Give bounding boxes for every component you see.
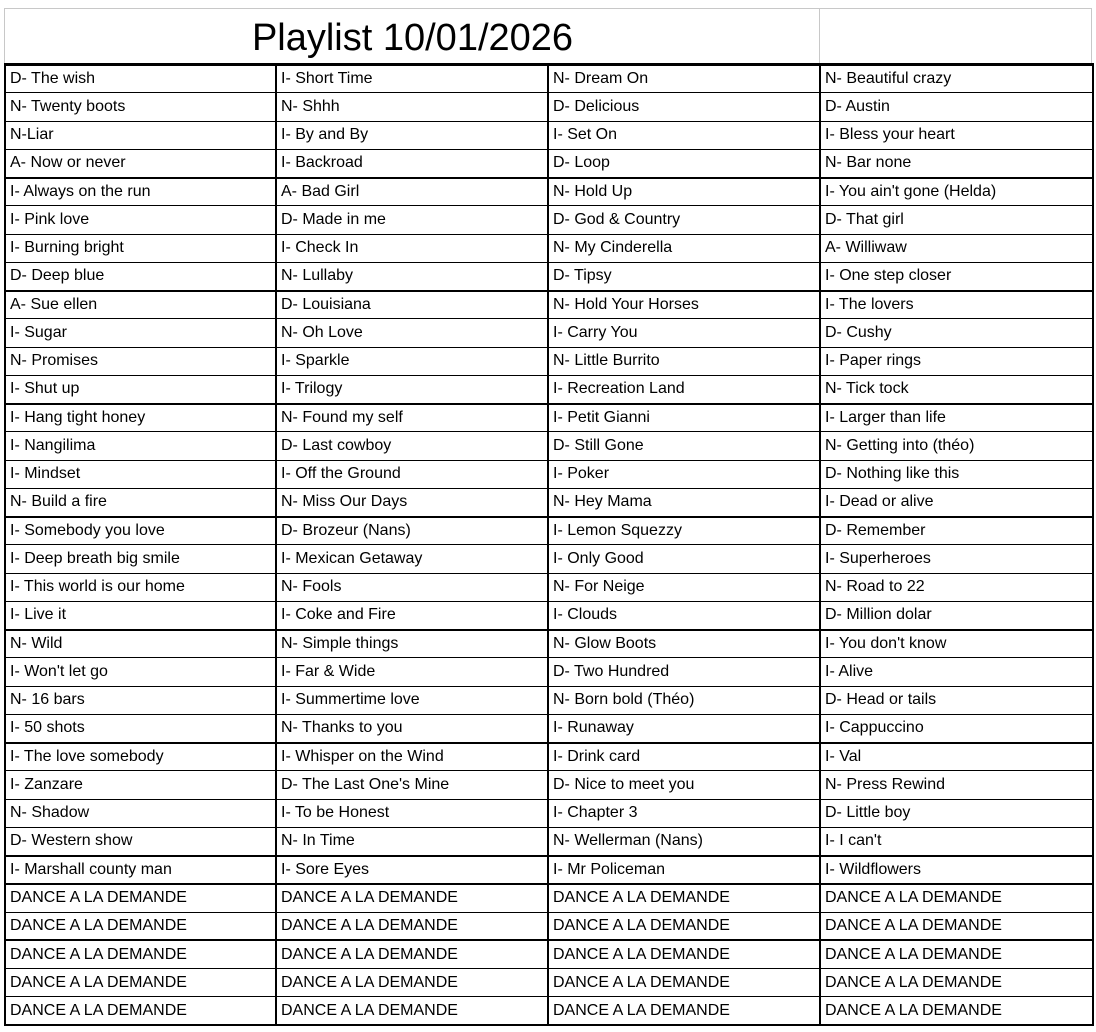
- table-cell: I- Paper rings: [820, 347, 1093, 375]
- title-row: [4, 8, 1092, 63]
- table-cell: I- Mexican Getaway: [276, 545, 548, 573]
- table-cell: I- Mindset: [5, 460, 276, 488]
- table-cell: I- Shut up: [5, 375, 276, 403]
- table-row: [5, 658, 1093, 686]
- table-cell: I- Wildflowers: [820, 856, 1093, 884]
- table-cell: I- Poker: [548, 460, 820, 488]
- playlist-table: [4, 63, 1094, 1026]
- table-cell: N- Hold Your Horses: [548, 291, 820, 319]
- table-cell: I- Burning bright: [5, 234, 276, 262]
- table-cell: DANCE A LA DEMANDE: [276, 997, 548, 1025]
- table-cell: N- Press Rewind: [820, 771, 1093, 799]
- table-cell: I- Only Good: [548, 545, 820, 573]
- table-cell: DANCE A LA DEMANDE: [5, 912, 276, 940]
- table-cell: I- Hang tight honey: [5, 404, 276, 432]
- table-cell: D- Tipsy: [548, 262, 820, 290]
- table-cell: N- Hold Up: [548, 178, 820, 206]
- table-cell: I- I can't: [820, 827, 1093, 855]
- table-cell: I- This world is our home: [5, 573, 276, 601]
- table-row: [5, 912, 1093, 940]
- table-cell: N- My Cinderella: [548, 234, 820, 262]
- table-cell: I- 50 shots: [5, 714, 276, 742]
- table-row: [5, 206, 1093, 234]
- table-row: [5, 432, 1093, 460]
- table-cell: I- Coke and Fire: [276, 601, 548, 629]
- table-cell: I- Far & Wide: [276, 658, 548, 686]
- table-row: [5, 714, 1093, 742]
- table-row: [5, 517, 1093, 545]
- table-cell: I- Backroad: [276, 149, 548, 177]
- table-row: [5, 573, 1093, 601]
- title-cell-divider: [819, 9, 820, 64]
- table-cell: D- That girl: [820, 206, 1093, 234]
- table-cell: DANCE A LA DEMANDE: [820, 997, 1093, 1025]
- table-cell: D- Brozeur (Nans): [276, 517, 548, 545]
- table-row: [5, 149, 1093, 177]
- table-cell: D- Louisiana: [276, 291, 548, 319]
- table-cell: N- Simple things: [276, 630, 548, 658]
- table-cell: I- Marshall county man: [5, 856, 276, 884]
- table-cell: DANCE A LA DEMANDE: [820, 884, 1093, 912]
- table-row: [5, 743, 1093, 771]
- table-cell: DANCE A LA DEMANDE: [548, 912, 820, 940]
- table-cell: I- One step closer: [820, 262, 1093, 290]
- table-cell: I- The love somebody: [5, 743, 276, 771]
- table-cell: DANCE A LA DEMANDE: [820, 912, 1093, 940]
- table-cell: A- Sue ellen: [5, 291, 276, 319]
- table-cell: I- Sore Eyes: [276, 856, 548, 884]
- table-row: [5, 460, 1093, 488]
- table-cell: D- Deep blue: [5, 262, 276, 290]
- table-cell: D- The Last One's Mine: [276, 771, 548, 799]
- table-cell: N- Hey Mama: [548, 488, 820, 516]
- playlist-table-body: [5, 65, 1093, 1026]
- table-cell: N- Twenty boots: [5, 93, 276, 121]
- table-cell: I- Zanzare: [5, 771, 276, 799]
- table-cell: D- Nice to meet you: [548, 771, 820, 799]
- table-cell: DANCE A LA DEMANDE: [5, 969, 276, 997]
- table-cell: I- Recreation Land: [548, 375, 820, 403]
- table-cell: I- Always on the run: [5, 178, 276, 206]
- table-cell: N- Glow Boots: [548, 630, 820, 658]
- table-cell: DANCE A LA DEMANDE: [276, 884, 548, 912]
- table-row: [5, 827, 1093, 855]
- table-cell: D- God & Country: [548, 206, 820, 234]
- table-cell: I- Somebody you love: [5, 517, 276, 545]
- table-cell: I- Drink card: [548, 743, 820, 771]
- table-cell: N- Lullaby: [276, 262, 548, 290]
- table-cell: I- Dead or alive: [820, 488, 1093, 516]
- table-row: [5, 291, 1093, 319]
- table-cell: I- Nangilima: [5, 432, 276, 460]
- table-row: [5, 545, 1093, 573]
- table-cell: I- Pink love: [5, 206, 276, 234]
- table-row: [5, 884, 1093, 912]
- table-row: [5, 799, 1093, 827]
- table-cell: D- Million dolar: [820, 601, 1093, 629]
- table-cell: N- Shhh: [276, 93, 548, 121]
- table-cell: N- Miss Our Days: [276, 488, 548, 516]
- table-row: [5, 856, 1093, 884]
- table-cell: I- By and By: [276, 121, 548, 149]
- table-cell: I- Won't let go: [5, 658, 276, 686]
- table-row: [5, 121, 1093, 149]
- table-cell: I- Clouds: [548, 601, 820, 629]
- table-cell: N- Beautiful crazy: [820, 65, 1093, 93]
- table-row: [5, 997, 1093, 1025]
- table-row: [5, 65, 1093, 93]
- table-cell: N- Thanks to you: [276, 714, 548, 742]
- table-cell: DANCE A LA DEMANDE: [5, 884, 276, 912]
- table-cell: N- Promises: [5, 347, 276, 375]
- table-cell: N- Wellerman (Nans): [548, 827, 820, 855]
- table-cell: N- Getting into (théo): [820, 432, 1093, 460]
- table-cell: N- Found my self: [276, 404, 548, 432]
- table-cell: I- Bless your heart: [820, 121, 1093, 149]
- table-cell: A- Bad Girl: [276, 178, 548, 206]
- table-cell: D- The wish: [5, 65, 276, 93]
- table-row: [5, 488, 1093, 516]
- table-cell: D- Made in me: [276, 206, 548, 234]
- table-row: [5, 375, 1093, 403]
- table-cell: N- Road to 22: [820, 573, 1093, 601]
- table-cell: D- Two Hundred: [548, 658, 820, 686]
- table-cell: I- Whisper on the Wind: [276, 743, 548, 771]
- table-cell: A- Williwaw: [820, 234, 1093, 262]
- table-cell: DANCE A LA DEMANDE: [276, 940, 548, 968]
- table-cell: I- Sugar: [5, 319, 276, 347]
- table-cell: D- Still Gone: [548, 432, 820, 460]
- table-cell: I- Petit Gianni: [548, 404, 820, 432]
- table-cell: N- Build a fire: [5, 488, 276, 516]
- table-cell: I- Lemon Squezzy: [548, 517, 820, 545]
- table-cell: I- Sparkle: [276, 347, 548, 375]
- table-cell: N- For Neige: [548, 573, 820, 601]
- table-cell: D- Loop: [548, 149, 820, 177]
- table-cell: I- To be Honest: [276, 799, 548, 827]
- table-cell: I- Trilogy: [276, 375, 548, 403]
- table-cell: D- Nothing like this: [820, 460, 1093, 488]
- table-cell: I- Mr Policeman: [548, 856, 820, 884]
- table-cell: D- Western show: [5, 827, 276, 855]
- table-cell: I- Check In: [276, 234, 548, 262]
- table-cell: I- Carry You: [548, 319, 820, 347]
- table-cell: I- Off the Ground: [276, 460, 548, 488]
- table-cell: I- Superheroes: [820, 545, 1093, 573]
- table-cell: N- Tick tock: [820, 375, 1093, 403]
- table-cell: I- You ain't gone (Helda): [820, 178, 1093, 206]
- table-cell: N-Liar: [5, 121, 276, 149]
- table-cell: DANCE A LA DEMANDE: [548, 940, 820, 968]
- table-cell: DANCE A LA DEMANDE: [820, 969, 1093, 997]
- table-row: [5, 686, 1093, 714]
- table-row: [5, 319, 1093, 347]
- table-cell: I- Runaway: [548, 714, 820, 742]
- table-cell: I- Summertime love: [276, 686, 548, 714]
- table-cell: DANCE A LA DEMANDE: [276, 912, 548, 940]
- playlist-title: Playlist 10/01/2026: [251, 17, 574, 59]
- table-cell: N- Bar none: [820, 149, 1093, 177]
- playlist-sheet: [4, 8, 1092, 1024]
- table-row: [5, 93, 1093, 121]
- table-cell: I- Larger than life: [820, 404, 1093, 432]
- table-cell: N- Little Burrito: [548, 347, 820, 375]
- table-cell: DANCE A LA DEMANDE: [5, 940, 276, 968]
- table-cell: I- The lovers: [820, 291, 1093, 319]
- table-cell: DANCE A LA DEMANDE: [5, 997, 276, 1025]
- table-row: [5, 404, 1093, 432]
- table-cell: D- Cushy: [820, 319, 1093, 347]
- table-cell: I- Cappuccino: [820, 714, 1093, 742]
- table-cell: D- Remember: [820, 517, 1093, 545]
- table-row: [5, 234, 1093, 262]
- table-row: [5, 178, 1093, 206]
- table-cell: N- Born bold (Théo): [548, 686, 820, 714]
- table-cell: I- Set On: [548, 121, 820, 149]
- table-row: [5, 601, 1093, 629]
- table-cell: N- Fools: [276, 573, 548, 601]
- table-cell: A- Now or never: [5, 149, 276, 177]
- table-row: [5, 771, 1093, 799]
- table-row: [5, 940, 1093, 968]
- table-row: [5, 969, 1093, 997]
- table-cell: DANCE A LA DEMANDE: [276, 969, 548, 997]
- table-cell: I- You don't know: [820, 630, 1093, 658]
- table-cell: I- Deep breath big smile: [5, 545, 276, 573]
- table-cell: N- Oh Love: [276, 319, 548, 347]
- table-cell: DANCE A LA DEMANDE: [820, 940, 1093, 968]
- table-cell: D- Little boy: [820, 799, 1093, 827]
- table-cell: I- Alive: [820, 658, 1093, 686]
- table-cell: I- Chapter 3: [548, 799, 820, 827]
- table-cell: D- Head or tails: [820, 686, 1093, 714]
- table-cell: DANCE A LA DEMANDE: [548, 884, 820, 912]
- table-cell: D- Austin: [820, 93, 1093, 121]
- table-cell: N- In Time: [276, 827, 548, 855]
- table-cell: DANCE A LA DEMANDE: [548, 969, 820, 997]
- table-cell: DANCE A LA DEMANDE: [548, 997, 820, 1025]
- table-cell: D- Last cowboy: [276, 432, 548, 460]
- table-cell: D- Delicious: [548, 93, 820, 121]
- table-cell: N- Wild: [5, 630, 276, 658]
- table-row: [5, 262, 1093, 290]
- table-cell: I- Val: [820, 743, 1093, 771]
- table-cell: I- Short Time: [276, 65, 548, 93]
- table-row: [5, 347, 1093, 375]
- table-cell: N- Shadow: [5, 799, 276, 827]
- table-cell: I- Live it: [5, 601, 276, 629]
- table-cell: N- 16 bars: [5, 686, 276, 714]
- table-cell: N- Dream On: [548, 65, 820, 93]
- table-row: [5, 630, 1093, 658]
